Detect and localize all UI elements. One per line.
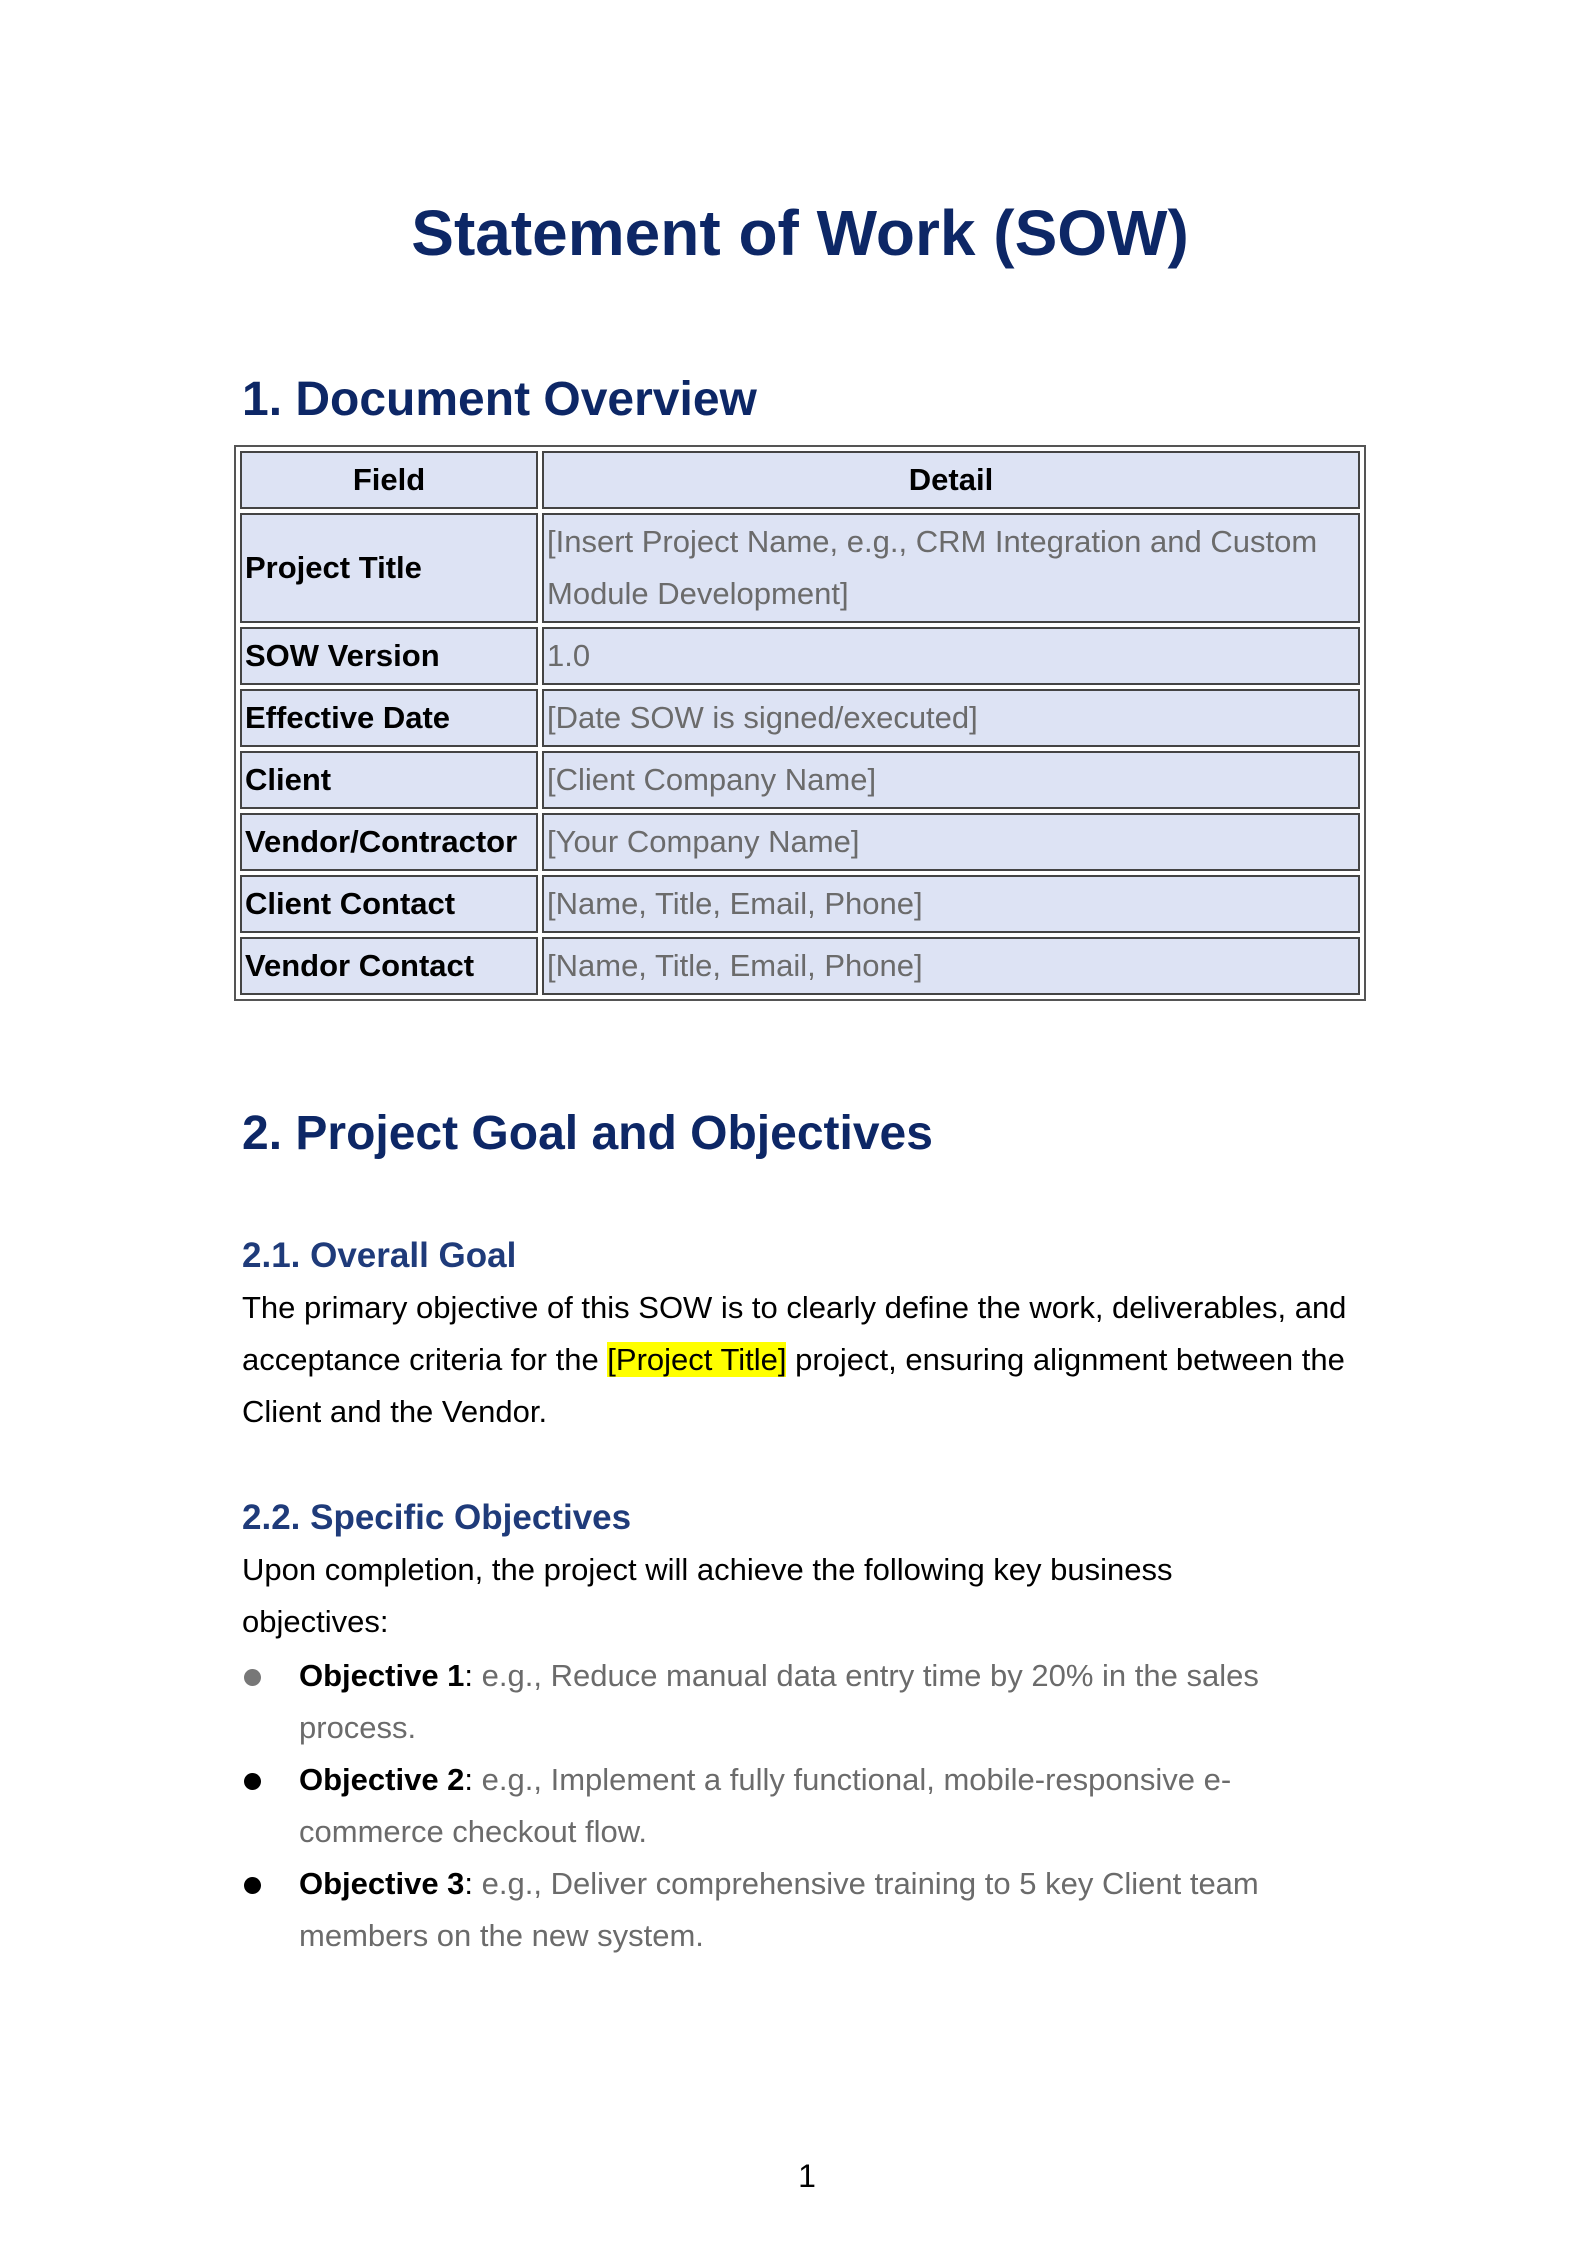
field-cell: Client Contact bbox=[240, 875, 538, 933]
objective-separator: : bbox=[464, 1762, 474, 1797]
goal-text-end: project, ensuring alignment between the Client and the Vendor. bbox=[242, 1342, 1345, 1429]
column-header-field: Field bbox=[240, 451, 538, 509]
list-item bbox=[242, 1650, 1352, 1754]
column-header-detail: Detail bbox=[542, 451, 1360, 509]
bullet-icon bbox=[244, 1773, 261, 1790]
document-title: Statement of Work (SOW) bbox=[411, 197, 1189, 269]
field-cell: Effective Date bbox=[240, 689, 538, 747]
table-header-row bbox=[240, 451, 1360, 509]
list-item bbox=[242, 1754, 1352, 1858]
objectives-intro: Upon completion, the project will achieve the following key business objectives: bbox=[242, 1552, 1173, 1639]
objective-separator: : bbox=[464, 1866, 474, 1901]
field-cell: Project Title bbox=[240, 513, 538, 623]
table-row bbox=[240, 875, 1360, 933]
table-row bbox=[240, 513, 1360, 623]
objective-text: e.g., Reduce manual data entry time by 20% in the sales process. bbox=[299, 1658, 1259, 1745]
project-title-placeholder: [Project Title] bbox=[607, 1342, 787, 1377]
detail-cell: 1.0 bbox=[542, 627, 1360, 685]
overall-goal-paragraph bbox=[242, 1282, 1352, 1438]
objective-text: e.g., Deliver comprehensive training to 5 key Client team members on the new system. bbox=[299, 1866, 1259, 1953]
objective-label: Objective 1 bbox=[299, 1658, 465, 1693]
table-row bbox=[240, 813, 1360, 871]
section-heading-project-goal: 2. Project Goal and Objectives bbox=[242, 1107, 933, 1160]
field-cell: Vendor Contact bbox=[240, 937, 538, 995]
detail-cell: [Insert Project Name, e.g., CRM Integration and Custom Module Development] bbox=[542, 513, 1360, 623]
objective-text: e.g., Implement a fully functional, mobile-responsive e-commerce checkout flow. bbox=[299, 1762, 1232, 1849]
detail-cell: [Your Company Name] bbox=[542, 813, 1360, 871]
objective-separator: : bbox=[464, 1658, 474, 1693]
detail-cell: [Name, Title, Email, Phone] bbox=[542, 937, 1360, 995]
detail-cell: [Client Company Name] bbox=[542, 751, 1360, 809]
field-cell: Vendor/Contractor bbox=[240, 813, 538, 871]
subsection-heading-specific-objectives: 2.2. Specific Objectives bbox=[242, 1498, 632, 1537]
table-row bbox=[240, 627, 1360, 685]
table-row bbox=[240, 689, 1360, 747]
objective-label: Objective 3 bbox=[299, 1866, 465, 1901]
subsection-heading-overall-goal: 2.1. Overall Goal bbox=[242, 1236, 517, 1275]
objectives-list bbox=[242, 1650, 1352, 1962]
section-heading-document-overview: 1. Document Overview bbox=[242, 373, 757, 426]
page-number: 1 bbox=[798, 2158, 816, 2194]
detail-cell: [Name, Title, Email, Phone] bbox=[542, 875, 1360, 933]
objective-label: Objective 2 bbox=[299, 1762, 465, 1797]
bullet-icon bbox=[244, 1877, 261, 1894]
goal-text: The primary objective of this SOW is to clearly define the work, deliverables, and acceptance criteria for the bbox=[242, 1290, 1347, 1377]
table-row bbox=[240, 937, 1360, 995]
table-row bbox=[240, 751, 1360, 809]
list-item bbox=[242, 1858, 1352, 1962]
field-cell: SOW Version bbox=[240, 627, 538, 685]
document-overview-table bbox=[234, 445, 1366, 1001]
detail-cell: [Date SOW is signed/executed] bbox=[542, 689, 1360, 747]
bullet-icon bbox=[244, 1669, 261, 1686]
field-cell: Client bbox=[240, 751, 538, 809]
